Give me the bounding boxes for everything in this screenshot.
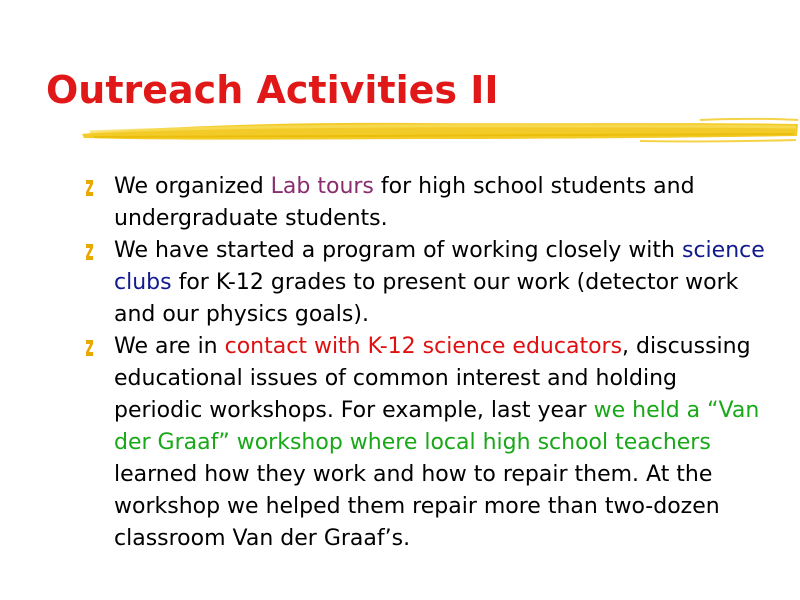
z-bullet-icon	[86, 244, 93, 260]
bullet-text: , discussing educational issues of common interest and holding periodic workshops. For example, last year	[114, 334, 751, 423]
bullet-text: We have started a program of working closely with	[114, 238, 682, 263]
bullet-text: We are in	[114, 334, 225, 359]
bullet-item	[86, 235, 766, 331]
bullet-text: learned how they work and how to repair them. At the workshop we helped them repair more than two-dozen classroom Van der Graaf’s.	[114, 462, 720, 551]
highlight-contact-educators: contact with K-12 science educators	[224, 334, 623, 359]
bullet-text: for K-12 grades to present our work (detector work and our physics goals).	[114, 270, 739, 327]
bullet-text: We organized	[114, 174, 271, 199]
bullet-item	[86, 331, 766, 555]
z-bullet-icon	[86, 340, 93, 356]
highlight-lab-tours: Lab tours	[270, 174, 374, 199]
bullet-list	[86, 171, 766, 555]
highlight-van-der-graaf-workshop: we held a “Van der Graaf” workshop where local high school teachers	[114, 398, 760, 455]
bullet-text: for high school students and undergraduate students.	[114, 174, 695, 231]
bullet-item	[86, 171, 766, 235]
slide-title: Outreach Activities II	[46, 68, 499, 112]
title-underline-brushstroke	[80, 112, 800, 148]
highlight-science-clubs: science clubs	[114, 238, 765, 295]
z-bullet-icon	[86, 180, 93, 196]
